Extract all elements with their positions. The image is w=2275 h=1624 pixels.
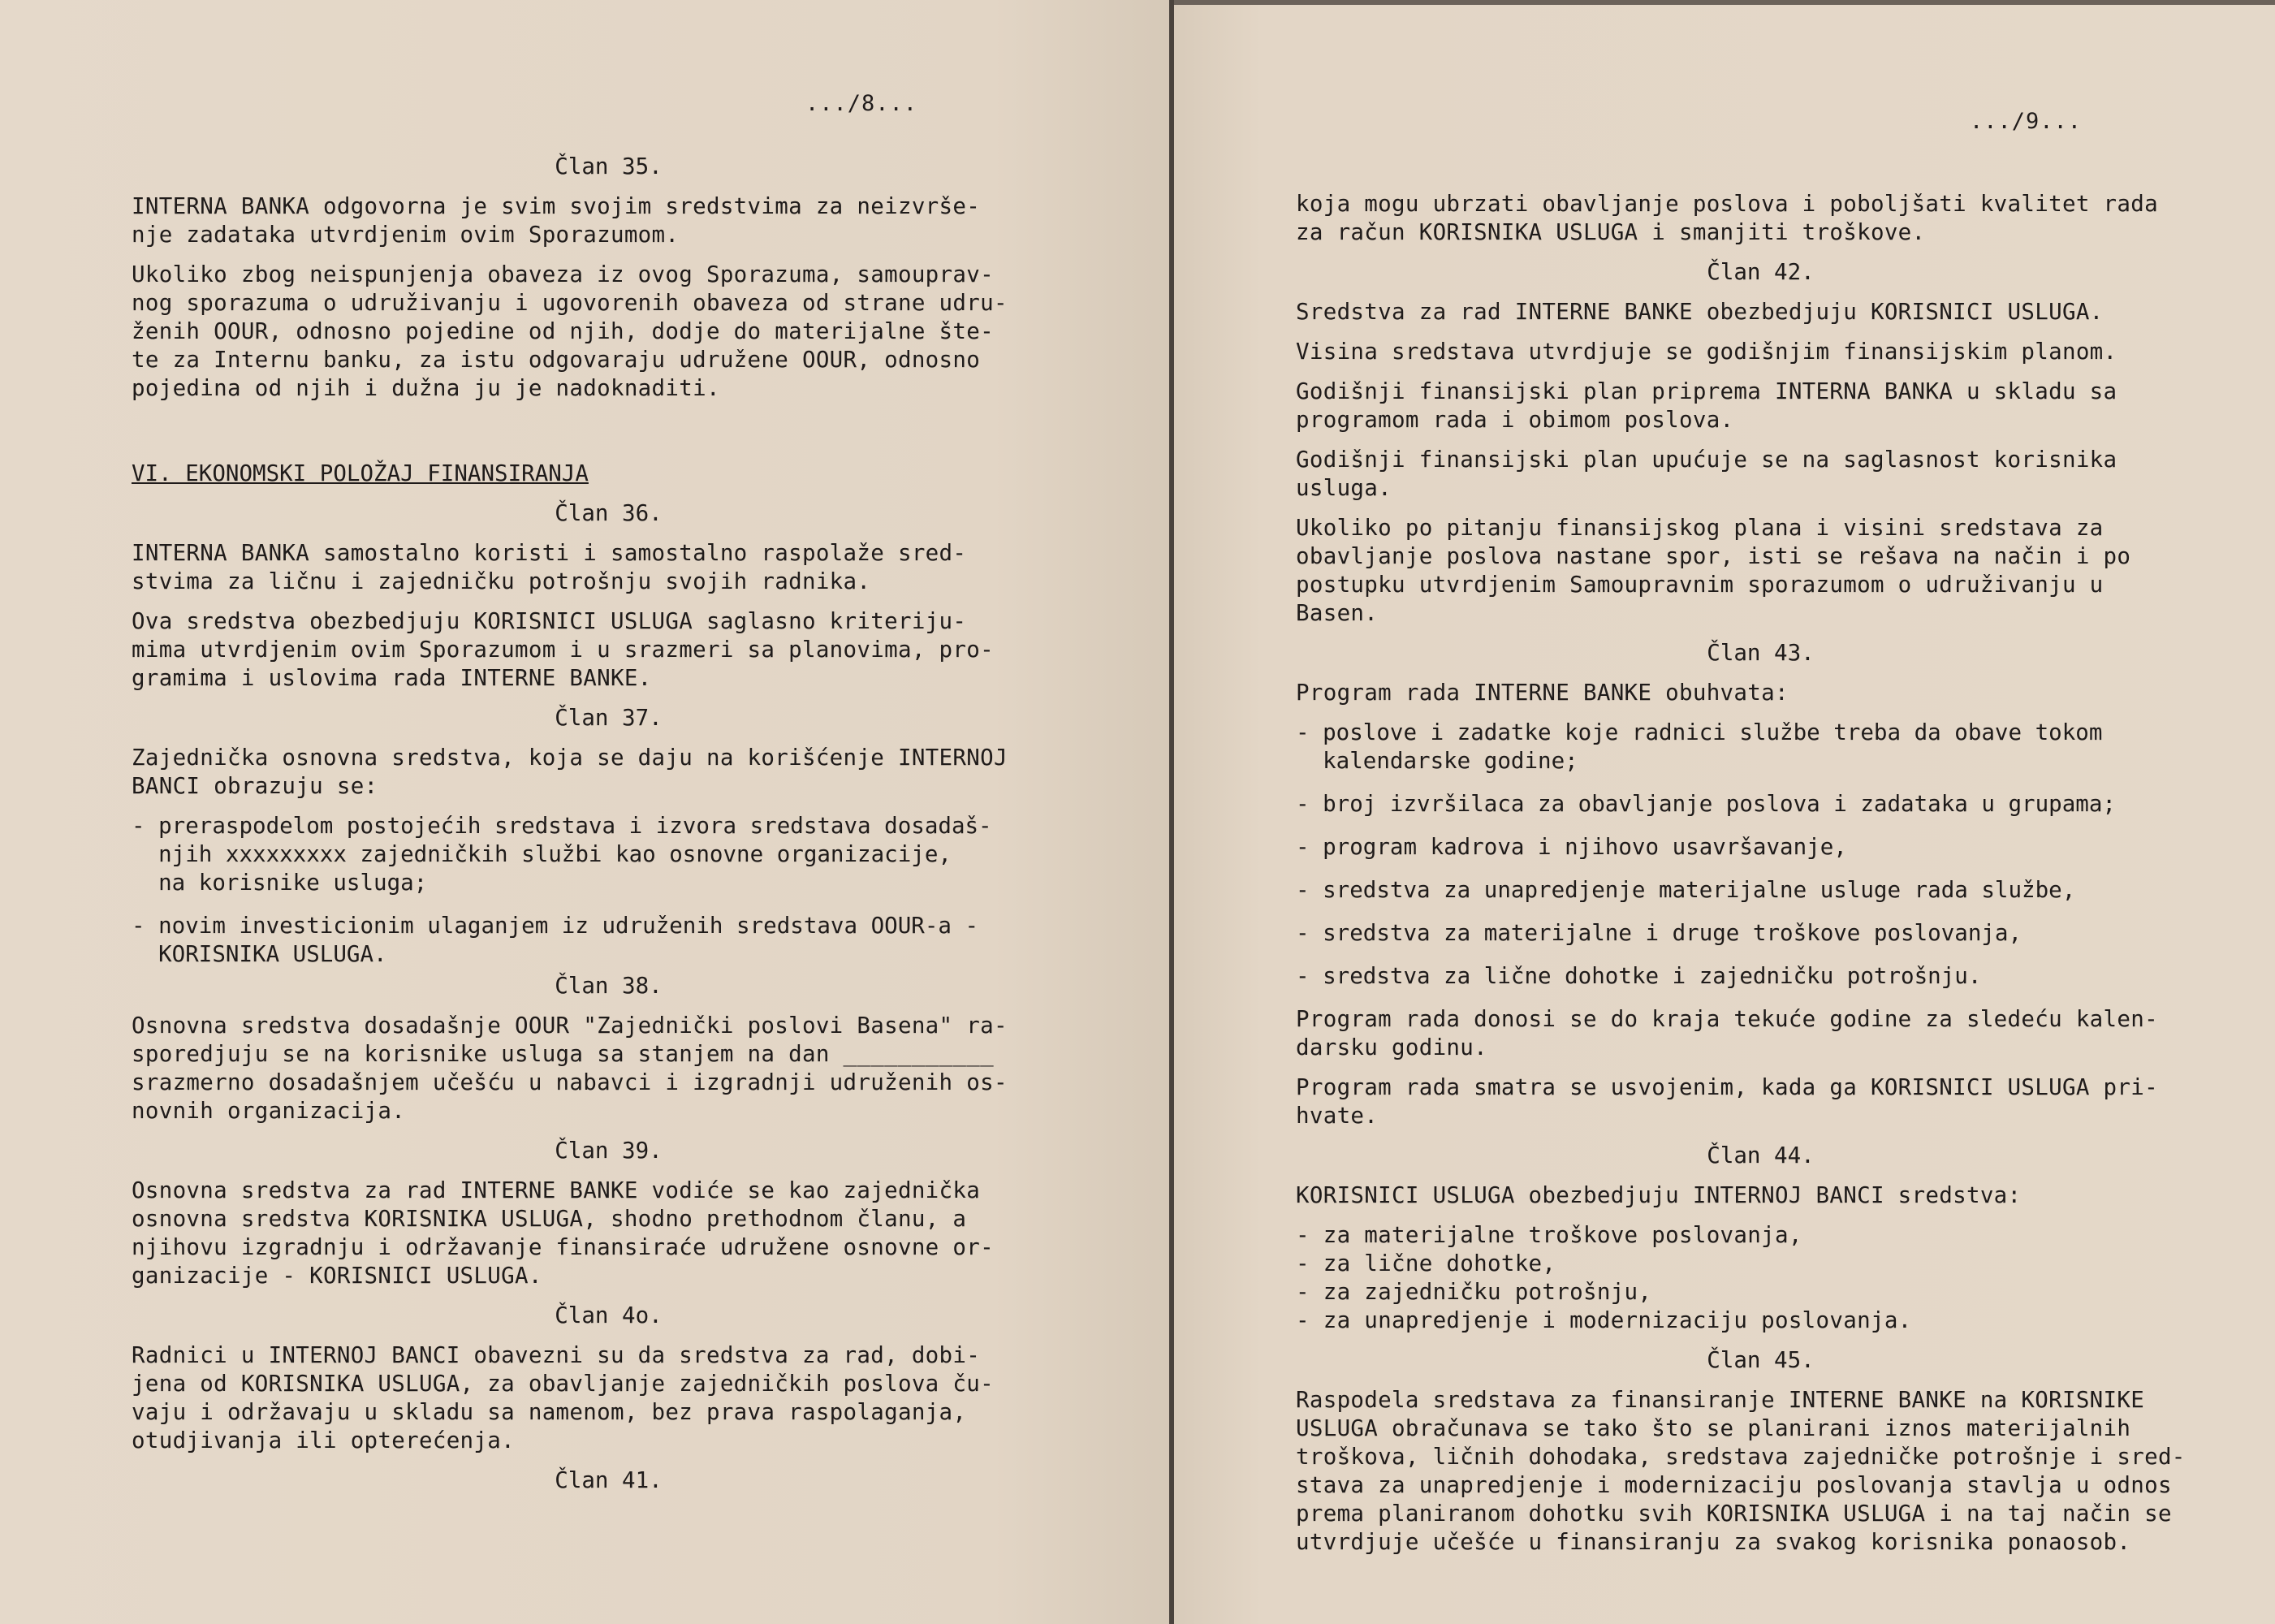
list-item: - sredstva za materijalne i druge troškove poslovanja, bbox=[1296, 920, 2022, 946]
paragraph: Osnovna sredstva za rad INTERNE BANKE vodiće se kao zajednička osnovna sredstva KORISNIKA USLUGA, shodno prethodnom članu, a njihovu izgradnju i održavanje finansiraće udružene osnovne or- ganizacije - KORISNICI USLUGA. bbox=[132, 1177, 994, 1289]
article-heading: Član 39. bbox=[555, 1138, 663, 1164]
left-page-text bbox=[132, 153, 1086, 1506]
section-heading: VI. EKONOMSKI POLOŽAJ FINANSIRANJA bbox=[132, 460, 589, 486]
paragraph: koja mogu ubrzati obavljanje poslova i poboljšati kvalitet rada za račun KORISNIKA USLUGA i smanjiti troškove. bbox=[1296, 191, 2158, 245]
paragraph: Program rada INTERNE BANKE obuhvata: bbox=[1296, 680, 1789, 706]
right-page-text bbox=[1296, 190, 2225, 1568]
article-heading: Član 37. bbox=[555, 705, 663, 731]
paragraph: Godišnji finansijski plan priprema INTERNA BANKA u skladu sa programom rada i obimom poslova. bbox=[1296, 378, 2117, 433]
paragraph: KORISNICI USLUGA obezbedjuju INTERNOJ BANCI sredstva: bbox=[1296, 1182, 2022, 1208]
article-heading: Član 42. bbox=[1707, 259, 1815, 285]
page-number: .../9... bbox=[1970, 109, 2083, 134]
paragraph: INTERNA BANKA samostalno koristi i samostalno raspolaže sred- stvima za ličnu i zajedničku potrošnju svojih radnika. bbox=[132, 540, 967, 594]
paragraph: Osnovna sredstva dosadašnje OOUR "Zajednički poslovi Basena" ra- sporedjuju se na korisnike usluga sa stanjem na dan ___________ srazmerno dosadašnjem učešću u nabavci i izgradnji udruženih os- novnih organizacija. bbox=[132, 1013, 1008, 1124]
paragraph: Ova sredstva obezbedjuju KORISNICI USLUGA saglasno kriteriju- mima utvrdjenim ovim Sporazumom i u srazmeri sa planovima, pro- gramima i uslovima rada INTERNE BANKE. bbox=[132, 608, 994, 691]
paragraph: Godišnji finansijski plan upućuje se na saglasnost korisnika usluga. bbox=[1296, 447, 2117, 501]
paragraph: - za materijalne troškove poslovanja, - za lične dohotke, - za zajedničku potrošnju, - za unapredjenje i modernizaciju poslovanja. bbox=[1296, 1222, 1912, 1333]
article-heading: Član 36. bbox=[555, 500, 663, 526]
paragraph: Sredstva za rad INTERNE BANKE obezbedjuju KORISNICI USLUGA. bbox=[1296, 299, 2104, 325]
paragraph: Ukoliko po pitanju finansijskog plana i visini sredstava za obavljanje poslova nastane spor, isti se rešava na način i po postupku utvrdjenim Samoupravnim sporazumom o udruživanju u Basen. bbox=[1296, 515, 2131, 626]
paragraph: Visina sredstava utvrdjuje se godišnjim finansijskim planom. bbox=[1296, 339, 2117, 365]
paragraph: Program rada donosi se do kraja tekuće godine za sledeću kalen- darsku godinu. bbox=[1296, 1006, 2158, 1060]
article-heading: Član 4o. bbox=[555, 1302, 663, 1328]
list-item: - sredstva za unapredjenje materijalne usluge rada službe, bbox=[1296, 877, 2076, 903]
article-heading: Član 41. bbox=[555, 1467, 663, 1493]
article-heading: Član 44. bbox=[1707, 1142, 1815, 1168]
page-number: .../8... bbox=[805, 91, 918, 116]
paragraph: Ukoliko zbog neispunjenja obaveza iz ovog Sporazuma, samouprav- nog sporazuma o udruživanju i ugovorenih obaveza od strane udru- ženih OOUR, odnosno pojedine od njih, dodje do materijalne šte- te za Internu banku, za istu odgovaraju udružene OOUR, odnosno pojedina od njih i dužna ju je nadoknaditi. bbox=[132, 261, 1008, 401]
paragraph: Raspodela sredstava za finansiranje INTERNE BANKE na KORISNIKE USLUGA obračunava se tako što se planirani iznos materijalnih troškova, ličnih dohodaka, sredstava zajedničke potrošnje i sred- stava za unapredjenje i modernizaciju poslovanja stavlja u odnos prema planiranom dohotku svih KORISNIKA USLUGA i na taj način se utvrdjuje učešće u finansiranju za svakog korisnika ponaosob. bbox=[1296, 1387, 2186, 1555]
article-heading: Član 45. bbox=[1707, 1347, 1815, 1373]
paragraph: Program rada smatra se usvojenim, kada ga KORISNICI USLUGA pri- hvate. bbox=[1296, 1074, 2158, 1129]
list-item: - preraspodelom postojećih sredstava i izvora sredstava dosadaš- njih xxxxxxxxx zajedničkih službi kao osnovne organizacije, na korisnike usluga; bbox=[132, 813, 992, 896]
list-item: - broj izvršilaca za obavljanje poslova i zadataka u grupama; bbox=[1296, 791, 2116, 817]
list-item: - sredstva za lične dohotke i zajedničku potrošnju. bbox=[1296, 963, 1982, 989]
list-item: - program kadrova i njihovo usavršavanje, bbox=[1296, 834, 1847, 860]
list-item: - poslove i zadatke koje radnici službe treba da obave tokom kalendarske godine; bbox=[1296, 719, 2103, 774]
list-item: - novim investicionim ulaganjem iz udruženih sredstava OOUR-a - KORISNIKA USLUGA. bbox=[132, 913, 979, 967]
paragraph: Radnici u INTERNOJ BANCI obavezni su da sredstva za rad, dobi- jena od KORISNIKA USLUGA, za obavljanje zajedničkih poslova ču- vaju i održavaju u skladu sa namenom, bez prava raspolaganja, otudjivanja ili opterećenja. bbox=[132, 1342, 994, 1453]
article-heading: Član 38. bbox=[555, 973, 663, 999]
article-heading: Član 35. bbox=[555, 153, 663, 179]
paragraph: INTERNA BANKA odgovorna je svim svojim sredstvima za neizvrše- nje zadataka utvrdjenim ovim Sporazumom. bbox=[132, 193, 981, 248]
paragraph: Zajednička osnovna sredstva, koja se daju na korišćenje INTERNOJ BANCI obrazuju se: bbox=[132, 745, 1008, 799]
article-heading: Član 43. bbox=[1707, 640, 1815, 666]
right-page bbox=[1174, 0, 2275, 1624]
